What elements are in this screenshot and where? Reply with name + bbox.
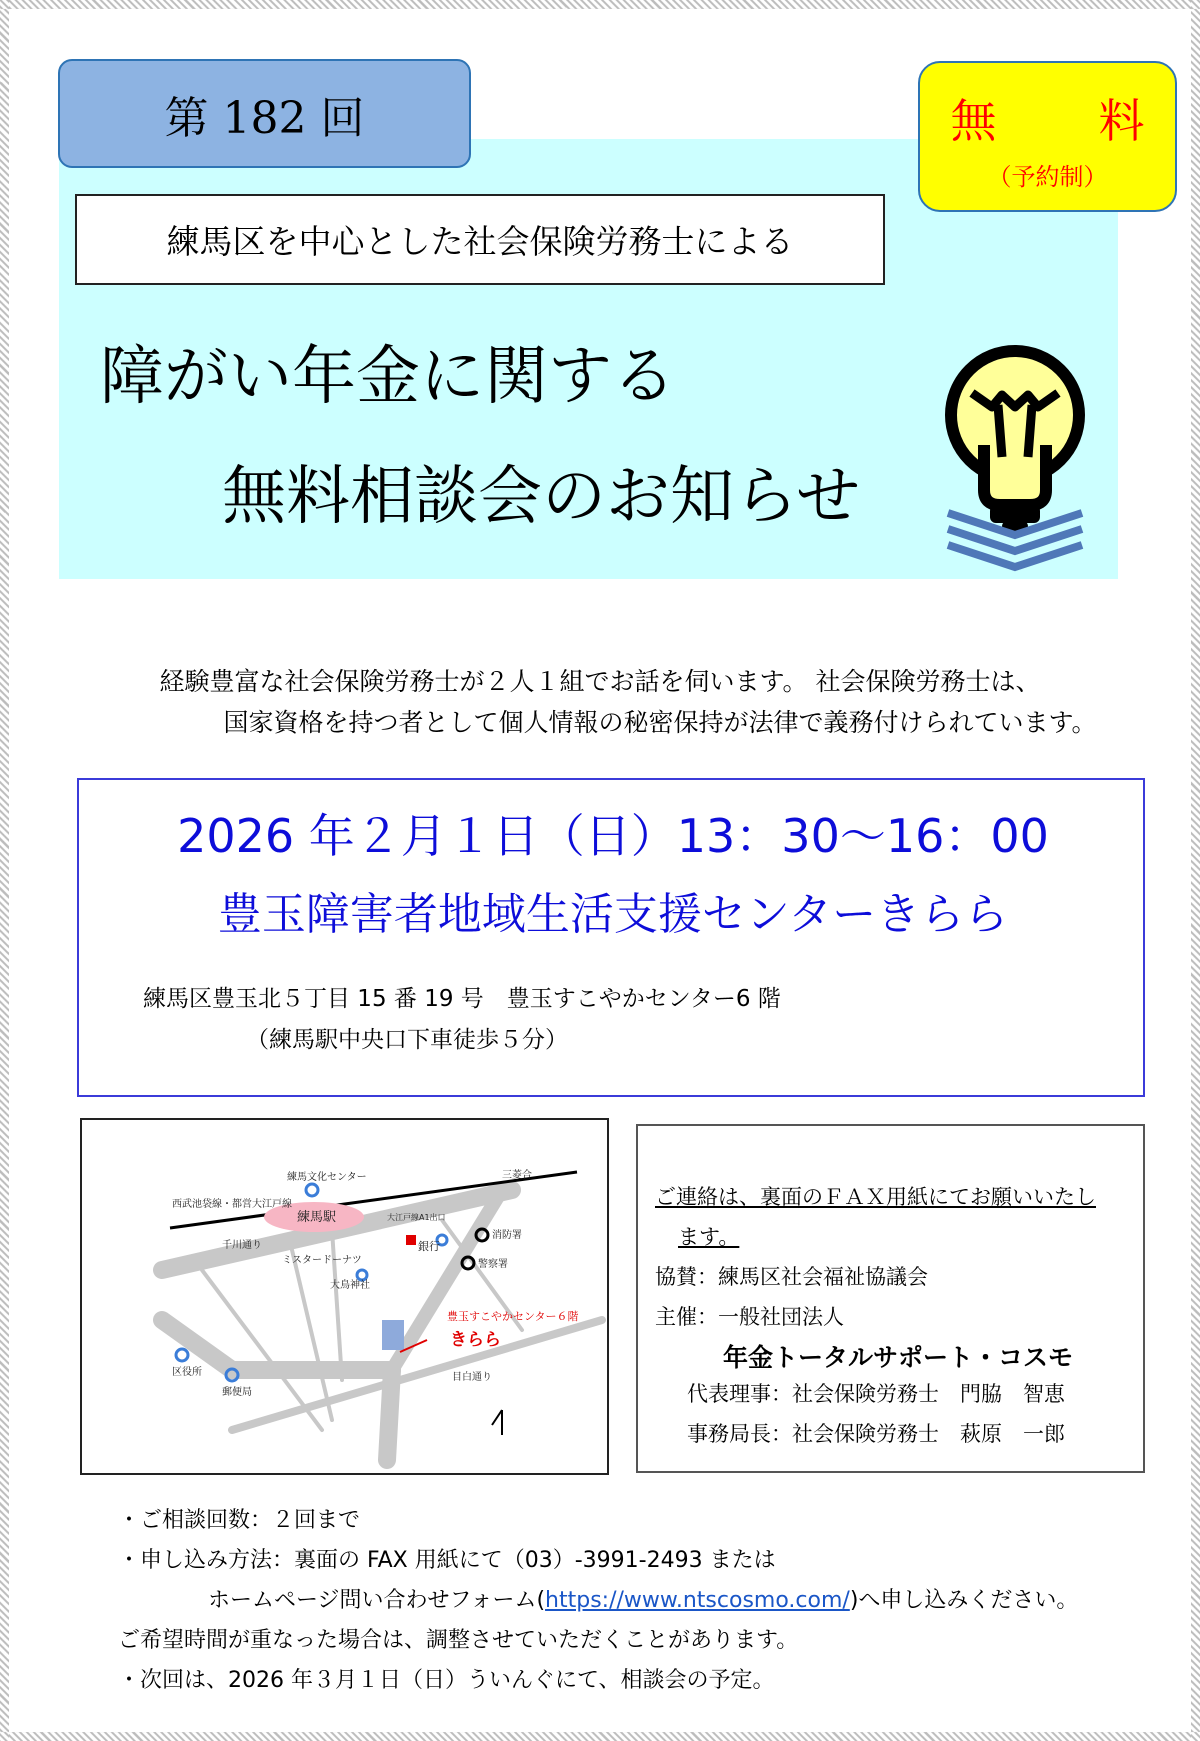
map-label-bank: 銀行: [418, 1240, 440, 1253]
map-drawing: [82, 1120, 609, 1475]
note-adjust: ご希望時間が重なった場合は、調整させていただくことがあります。: [118, 1628, 799, 1653]
map-label-shrine: 大鳥神社: [330, 1280, 370, 1291]
title-line-1: 障がい年金に関する: [100, 340, 676, 414]
event-address: 練馬区豊玉北５丁目 15 番 19 号 豊玉すこやかセンター6 階: [143, 986, 781, 1012]
note-apply-web-post: )へ申し込みください。: [849, 1588, 1079, 1613]
map-label-fire-station: 消防署: [492, 1230, 522, 1241]
subtitle-box: [75, 194, 885, 285]
event-datetime: 2026 年２月１日（日）13：30〜16：00: [177, 809, 1049, 863]
representative: 代表理事：社会保険労務士 門脇 智恵: [687, 1382, 1065, 1406]
reservation-label: （予約制）: [987, 163, 1108, 191]
intro-line-2: 国家資格を持つ者として個人情報の秘密保持が法律で義務付けられています。: [223, 708, 1097, 737]
map-label-senkawa: 千川通り: [222, 1240, 262, 1251]
map-label-kirara: きらら: [450, 1330, 501, 1350]
organizer-name: 年金トータルサポート・コスモ: [723, 1343, 1074, 1372]
contact-note-line-1: ご連絡は、裏面のＦＡＸ用紙にてお願いいたし: [655, 1185, 1096, 1209]
contact-box: [636, 1124, 1145, 1473]
map-label-post-office: 郵便局: [222, 1387, 252, 1398]
map-label-sanpogi: 三菱合: [502, 1170, 532, 1181]
map-label-ward-office: 区役所: [172, 1367, 202, 1378]
map-label-railway: 西武池袋線・都営大江戸線: [172, 1199, 292, 1210]
contact-note-line-2: ます。: [678, 1225, 740, 1249]
lightbulb-icon: [930, 345, 1100, 575]
event-access: （練馬駅中央口下車徒歩５分）: [246, 1027, 568, 1053]
subtitle: 練馬区を中心とした社会保険労務士による: [166, 222, 794, 261]
organizer-label: 主催：一般社団法人: [655, 1305, 844, 1329]
free-label: 無 料: [950, 94, 1173, 148]
session-tab: [58, 59, 471, 168]
map-label-center: 豊玉すこやかセンター６階: [447, 1310, 579, 1323]
note-count: ・ご相談回数：２回まで: [118, 1508, 361, 1533]
map-label-culture-center: 練馬文化センター: [287, 1172, 367, 1183]
map-label-police: 警察署: [478, 1259, 508, 1270]
note-apply: ・申し込み方法：裏面の FAX 用紙にて（03）-3991-2493 または: [118, 1548, 776, 1573]
map-label-oedo-exit: 大江戸線A1出口: [387, 1213, 446, 1222]
map-label-mejiro: 目白通り: [452, 1372, 492, 1383]
map-label-station: 練馬駅: [297, 1210, 337, 1225]
free-badge: [918, 61, 1177, 212]
map-label-mister-donut: ミスタードーナツ: [282, 1255, 362, 1266]
note-next: ・次回は、2026 年３月１日（日）ういんぐにて、相談会の予定。: [118, 1668, 775, 1693]
title-line-2: 無料相談会のお知らせ: [222, 460, 861, 534]
sponsor: 協賛：練馬区社会福祉協議会: [655, 1265, 928, 1289]
homepage-link[interactable]: https://www.ntscosmo.com/: [545, 1588, 850, 1613]
note-apply-web: [208, 1583, 1078, 1614]
intro-line-1: 経験豊富な社会保険労務士が２人１組でお話を伺います。 社会保険労務士は、: [159, 667, 1041, 696]
event-venue: 豊玉障害者地域生活支援センターきらら: [217, 889, 1009, 940]
secretary: 事務局長：社会保険労務士 萩原 一郎: [687, 1422, 1065, 1446]
session-number: 第 182 回: [164, 92, 365, 144]
access-map: [80, 1118, 609, 1475]
note-apply-web-pre: ホームページ問い合わせフォーム(: [208, 1588, 546, 1613]
event-box: [77, 778, 1145, 1097]
